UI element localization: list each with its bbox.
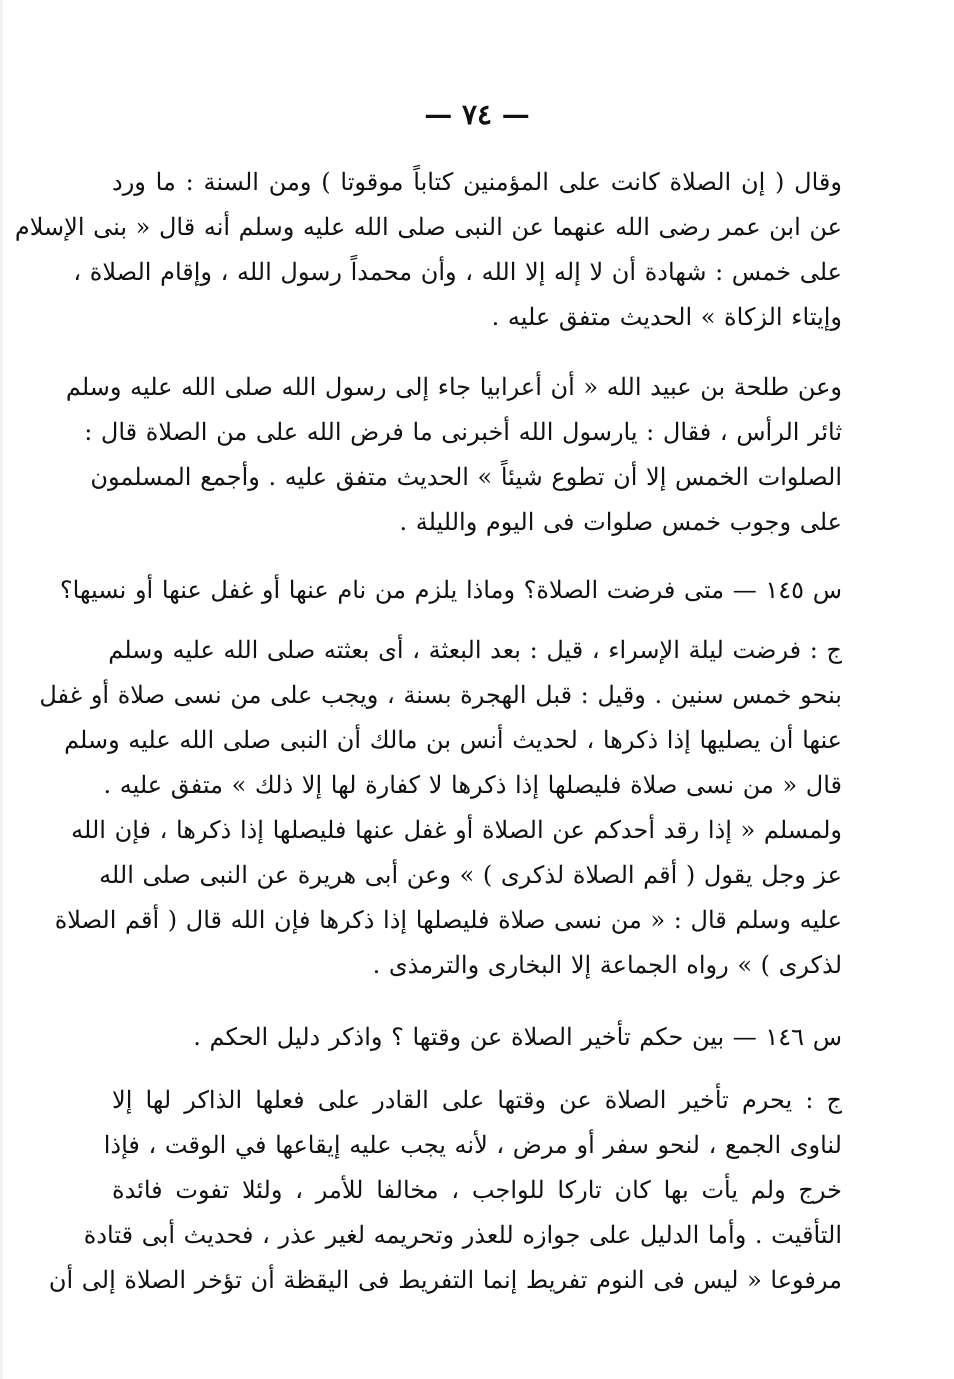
text-line: مرفوعا « ليس فى النوم تفريط إنما التفريط فى اليقظة أن تؤخر الصلاة إلى أن — [48, 1266, 842, 1294]
text-line: قال « من نسى صلاة فليصلها إذا ذكرها لا كفارة لها إلا ذلك » متفق عليه . — [103, 771, 842, 799]
page-number: — ٧٤ — — [424, 98, 530, 131]
text-line: ولمسلم « إذا رقد أحدكم عن الصلاة أو غفل عنها فليصلها إذا ذكرها ، فإن الله — [71, 816, 842, 844]
text-line: ج : فرضت ليلة الإسراء ، قيل : بعد البعثة ، أى بعثته صلى الله عليه وسلم — [108, 636, 842, 664]
text-line: التأقيت . وأما الدليل على جوازه للعذر وتحريمه لغير عذر ، فحديث أبى قتادة — [83, 1221, 842, 1249]
text-line: عز وجل يقول ( أقم الصلاة لذكرى ) » وعن أبى هريرة عن النبى صلى الله — [99, 861, 842, 889]
answer-146 — [48, 1078, 842, 1303]
question-145 — [59, 568, 842, 613]
paragraph-intro — [14, 160, 842, 340]
text-line: لناوى الجمع ، لنحو سفر أو مرض ، لأنه يجب عليه إيقاعها في الوقت ، فإذا — [103, 1131, 842, 1159]
question-line: س ١٤٥ — متى فرضت الصلاة؟ وماذا يلزم من نام عنها أو غفل عنها أو نسيها؟ — [59, 576, 842, 604]
text-line: وإيتاء الزكاة » الحديث متفق عليه . — [491, 303, 842, 331]
answer-145 — [39, 628, 842, 988]
text-line: عنها أن يصليها إذا ذكرها ، لحديث أنس بن مالك أن النبى صلى الله عليه وسلم — [64, 726, 842, 754]
text-line: الصلوات الخمس إلا أن تطوع شيئاً » الحديث متفق عليه . وأجمع المسلمون — [90, 463, 842, 491]
text-line: على وجوب خمس صلوات فى اليوم والليلة . — [399, 508, 842, 536]
text-line: ثائر الرأس ، فقال : يارسول الله أخبرنى ما فرض الله على من الصلاة قال : — [84, 418, 842, 446]
text-line: بنحو خمس سنين . وقيل : قبل الهجرة بسنة ، ويجب على من نسى صلاة أو غفل — [39, 681, 842, 709]
scan-edge-shadow — [0, 0, 3, 1379]
text-line: وعن طلحة بن عبيد الله « أن أعرابيا جاء إلى رسول الله صلى الله عليه وسلم — [65, 373, 842, 401]
question-line: س ١٤٦ — بين حكم تأخير الصلاة عن وقتها ؟ واذكر دليل الحكم . — [193, 1023, 842, 1051]
text-line: ج : يحرم تأخير الصلاة عن وقتها على القادر على فعلها الذاكر لها إلا — [112, 1086, 842, 1114]
text-line: وقال ( إن الصلاة كانت على المؤمنين كتاباً موقوتا ) ومن السنة : ما ورد — [112, 168, 842, 196]
paragraph-talha-hadith — [65, 365, 842, 545]
text-line: عليه وسلم قال : « من نسى صلاة فليصلها إذا ذكرها فإن الله قال ( أقم الصلاة — [54, 906, 842, 934]
text-line: على خمس : شهادة أن لا إله إلا الله ، وأن محمداً رسول الله ، وإقام الصلاة ، — [73, 258, 842, 286]
text-line: عن ابن عمر رضى الله عنهما عن النبى صلى الله عليه وسلم أنه قال « بنى الإسلام — [14, 213, 842, 241]
question-146 — [112, 1015, 842, 1060]
text-line: لذكرى ) » رواه الجماعة إلا البخارى والترمذى . — [372, 951, 842, 979]
text-line: خرج ولم يأت بها كان تاركا للواجب ، مخالفا للأمر ، ولئلا تفوت فائدة — [112, 1176, 842, 1204]
